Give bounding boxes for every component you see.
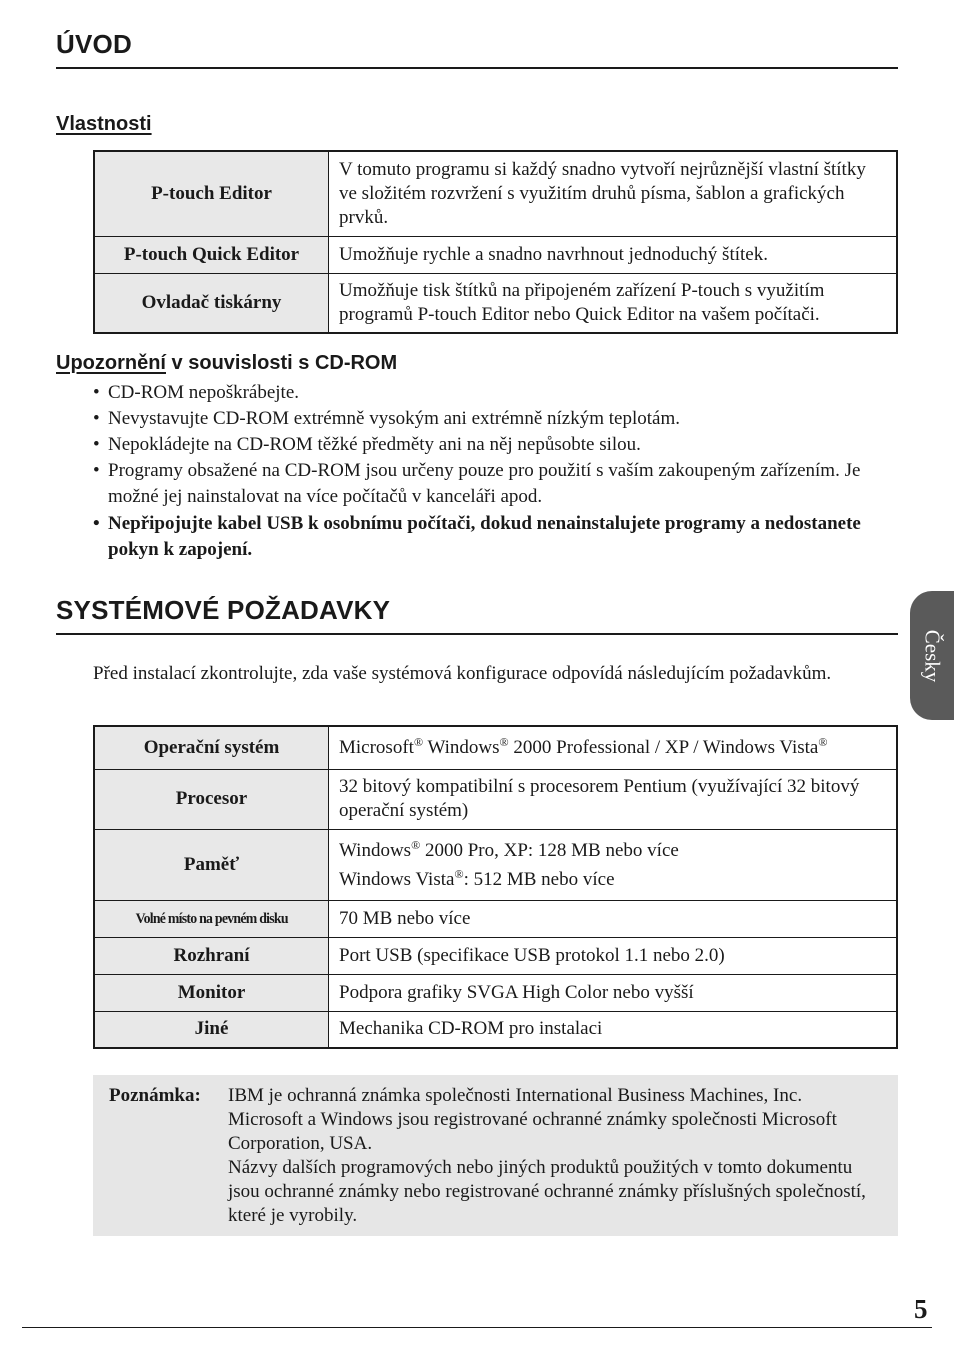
warning-text: Nepřipojujte kabel USB k osobnímu počítači, dokud nenainstalujete programy a nedostanete pokyn k zapojení.: [108, 513, 861, 560]
language-tab-label: Česky: [920, 629, 945, 682]
cpu-value: 32 bitový kompatibilní s procesorem Pentium (využívající 32 bitový operační systém): [329, 769, 898, 829]
memory-label: Paměť: [94, 829, 329, 900]
os-value: Microsoft® Windows® 2000 Professional / XP / Windows Vista®: [329, 726, 898, 769]
list-item-text: Programy obsažené na CD-ROM jsou určeny pouze pro použití s vaším zakoupeným zařízením. Je možné jej nainstalovat na více počítačů v kanceláři apod.: [108, 460, 861, 507]
feature-desc: Umožňuje rychle a snadno navrhnout jednoduchý štítek.: [329, 236, 898, 273]
table-row: [94, 236, 897, 273]
requirements-intro: Před instalací zkontrolujte, zda vaše systémová konfigurace odpovídá následujícím požadavkům.: [93, 663, 832, 684]
features-table: [93, 150, 898, 334]
feature-name: P-touch Editor: [94, 151, 329, 236]
disk-label: Volné místo na pevném disku: [94, 900, 329, 937]
interface-label: Rozhraní: [94, 937, 329, 974]
footer-rule: [22, 1327, 932, 1328]
os-label: Operační systém: [94, 726, 329, 769]
list-item: [93, 380, 873, 406]
note-body: [228, 1084, 878, 1228]
other-label: Jiné: [94, 1011, 329, 1048]
cdrom-heading-underlined: Upozornění: [56, 352, 166, 374]
features-heading-text: Vlastnosti: [56, 113, 152, 135]
table-row: [94, 974, 897, 1011]
section-title-intro: ÚVOD: [56, 29, 132, 59]
feature-desc: Umožňuje tisk štítků na připojeném zařízení P-touch s využitím programů P-touch Editor nebo Quick Editor na vašem počítači.: [329, 273, 898, 333]
section-title-requirements: SYSTÉMOVÉ POŽADAVKY: [56, 595, 391, 625]
list-item: [93, 432, 873, 458]
cdrom-heading-rest: v souvislosti s CD-ROM: [166, 352, 398, 374]
bullet-dot: •: [93, 513, 100, 534]
feature-desc: V tomuto programu si každý snadno vytvoří nejrůznější vlastní štítky ve složitém rozvržení s využitím druhů písma, šablon a grafických prvků.: [329, 151, 898, 236]
note-line: Názvy dalších programových nebo jiných produktů použitých v tomto dokumentu jsou ochranné známky nebo registrované ochranné známky příslušných společností, které je vyrobily.: [228, 1157, 866, 1226]
features-heading: [56, 113, 152, 136]
memory-line-1: Windows® 2000 Pro, XP: 128 MB nebo více: [339, 837, 679, 861]
note-box: [93, 1075, 898, 1236]
interface-value: Port USB (specifikace USB protokol 1.1 nebo 2.0): [329, 937, 898, 974]
warning-item: [93, 511, 873, 563]
cdrom-notes-list: [93, 380, 873, 563]
note-line: IBM je ochranná známka společnosti International Business Machines, Inc.: [228, 1085, 803, 1106]
table-row: [94, 273, 897, 333]
list-item-text: Nepokládejte na CD-ROM těžké předměty ani na něj nepůsobte silou.: [108, 434, 641, 455]
list-item: [93, 458, 873, 510]
note-label: Poznámka:: [109, 1085, 201, 1106]
title-rule: [56, 67, 898, 69]
monitor-value: Podpora grafiky SVGA High Color nebo vyšší: [329, 974, 898, 1011]
list-item-text: Nevystavujte CD-ROM extrémně vysokým ani extrémně nízkým teplotám.: [108, 408, 680, 429]
bullet-dot: •: [93, 382, 100, 403]
table-row: [94, 726, 897, 769]
note-line: Microsoft a Windows jsou registrované ochranné známky společnosti Microsoft Corporation, USA.: [228, 1109, 837, 1154]
cdrom-heading: [56, 352, 397, 375]
table-row: [94, 900, 897, 937]
table-row: [94, 151, 897, 236]
language-tab[interactable]: [910, 591, 954, 720]
table-row: [94, 937, 897, 974]
list-item: [93, 406, 873, 432]
table-row: [94, 829, 897, 900]
requirements-table: [93, 725, 898, 1049]
feature-name: P-touch Quick Editor: [94, 236, 329, 273]
table-row: [94, 769, 897, 829]
other-value: Mechanika CD-ROM pro instalaci: [329, 1011, 898, 1048]
monitor-label: Monitor: [94, 974, 329, 1011]
list-item-text: CD-ROM nepoškrábejte.: [108, 382, 300, 403]
memory-line-2: Windows Vista®: 512 MB nebo více: [339, 866, 615, 890]
table-row: [94, 1011, 897, 1048]
disk-value: 70 MB nebo více: [329, 900, 898, 937]
bullet-dot: •: [93, 460, 100, 481]
title-rule: [56, 633, 898, 635]
feature-name: Ovladač tiskárny: [94, 273, 329, 333]
bullet-dot: •: [93, 408, 100, 429]
cpu-label: Procesor: [94, 769, 329, 829]
bullet-dot: •: [93, 434, 100, 455]
memory-value: [329, 829, 898, 900]
page-number: 5: [914, 1294, 928, 1324]
